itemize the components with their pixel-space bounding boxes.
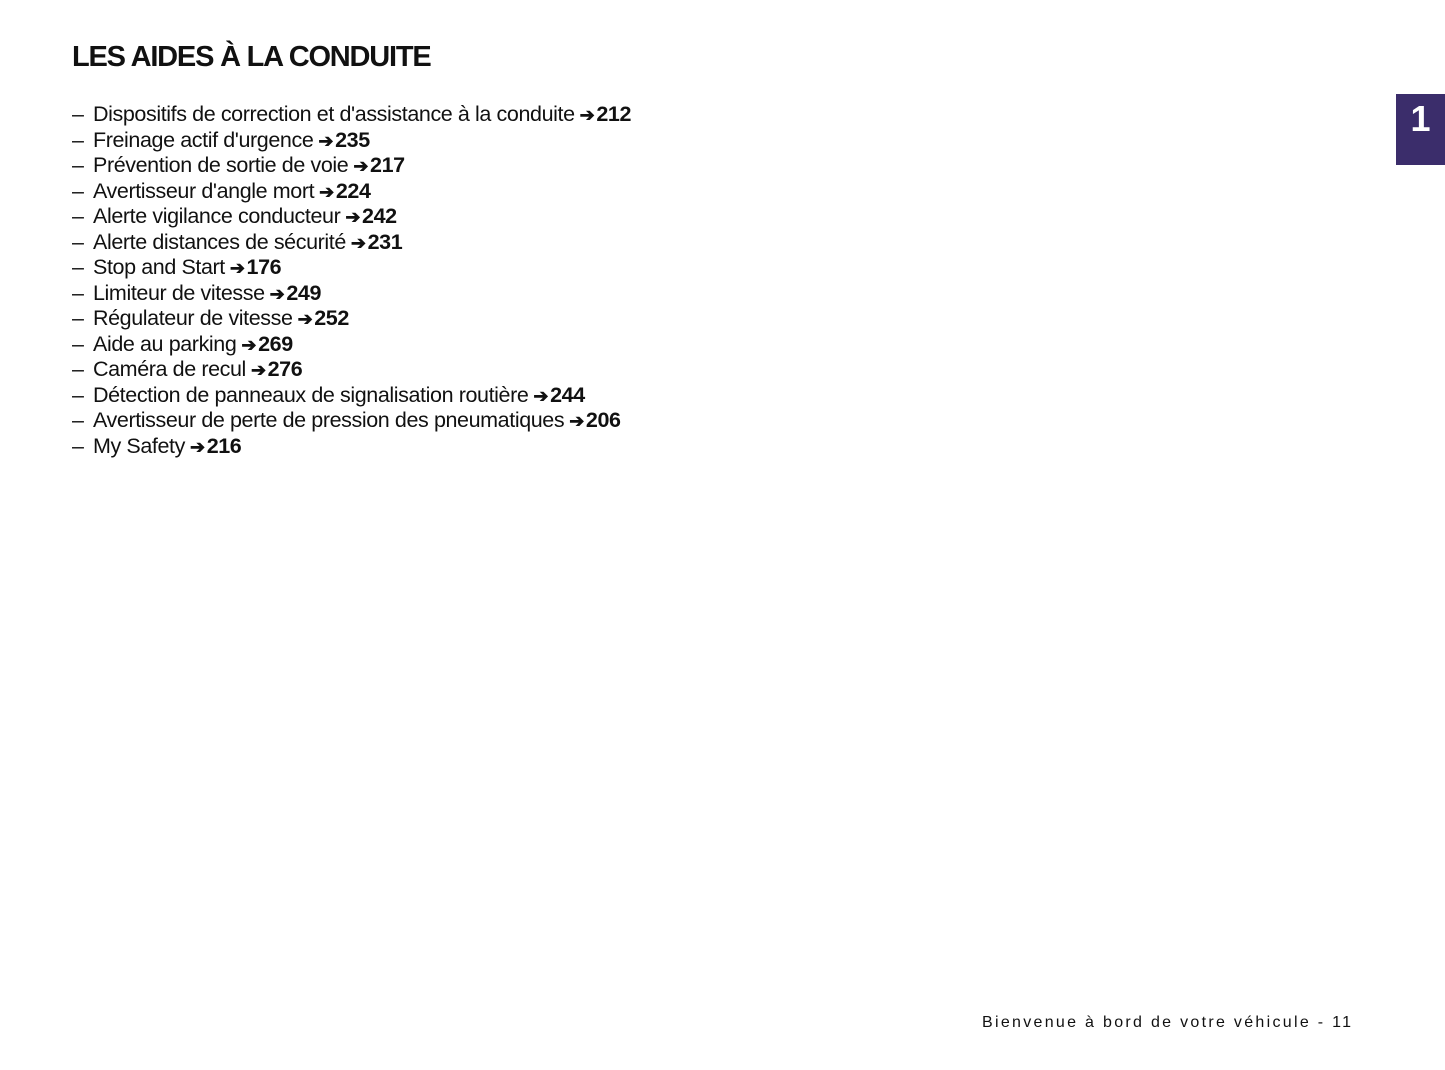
page-reference-link[interactable]: 252 <box>314 306 349 330</box>
page-reference-link[interactable]: 269 <box>258 331 293 356</box>
list-item <box>72 281 631 307</box>
list-item <box>72 128 631 154</box>
list-item <box>72 332 631 358</box>
chapter-tab[interactable]: 1 <box>1396 94 1445 165</box>
page-reference-link[interactable]: 216 <box>206 433 242 458</box>
driving-aids-list <box>72 102 631 459</box>
bullet-dash: – <box>72 433 84 458</box>
list-item <box>72 306 631 332</box>
arrow-right-icon: ➔ <box>269 283 285 304</box>
page-reference-link[interactable]: 244 <box>550 382 585 407</box>
page-reference-link[interactable]: 276 <box>267 357 303 381</box>
arrow-right-icon: ➔ <box>229 258 245 278</box>
arrow-right-icon: ➔ <box>297 309 313 329</box>
bullet-dash: – <box>72 255 84 279</box>
page-reference-link[interactable]: 212 <box>596 102 632 126</box>
item-label: Prévention de sortie de voie <box>93 153 349 177</box>
item-label: Détection de panneaux de signalisation routière <box>93 382 529 407</box>
list-item <box>72 153 631 179</box>
arrow-right-icon: ➔ <box>569 411 584 431</box>
item-label: Régulateur de vitesse <box>93 306 293 330</box>
arrow-right-icon: ➔ <box>353 156 369 176</box>
list-item <box>72 102 631 128</box>
item-label: Avertisseur d'angle mort <box>93 178 315 203</box>
page-reference-link[interactable]: 176 <box>246 255 282 279</box>
page-title: LES AIDES À LA CONDUITE <box>72 41 431 73</box>
bullet-dash: – <box>72 229 84 254</box>
arrow-right-icon: ➔ <box>318 130 334 151</box>
bullet-dash: – <box>72 306 84 330</box>
item-label: Avertisseur de perte de pression des pneumatiques <box>93 408 565 432</box>
page-reference-link[interactable]: 224 <box>335 178 371 203</box>
list-item <box>72 383 631 409</box>
list-item <box>72 255 631 281</box>
page-reference-link[interactable]: 249 <box>286 280 322 305</box>
list-item <box>72 357 631 383</box>
list-item <box>72 408 631 434</box>
arrow-right-icon: ➔ <box>250 360 266 380</box>
arrow-right-icon: ➔ <box>345 207 361 227</box>
item-label: Stop and Start <box>93 255 225 279</box>
list-item <box>72 204 631 230</box>
bullet-dash: – <box>72 331 84 356</box>
page-reference-link[interactable]: 231 <box>367 229 403 254</box>
item-label: My Safety <box>93 433 185 458</box>
item-label: Freinage actif d'urgence <box>93 127 314 152</box>
bullet-dash: – <box>72 127 84 152</box>
list-item <box>72 230 631 256</box>
page-reference-link[interactable]: 242 <box>362 204 397 228</box>
arrow-right-icon: ➔ <box>319 181 334 202</box>
bullet-dash: – <box>72 204 84 228</box>
item-label: Dispositifs de correction et d'assistance à la conduite <box>93 102 575 126</box>
page-footer: Bienvenue à bord de votre véhicule - 11 <box>982 1014 1354 1031</box>
item-label: Alerte vigilance conducteur <box>93 204 341 228</box>
item-label: Limiteur de vitesse <box>93 280 265 305</box>
page-reference-link[interactable]: 206 <box>585 408 621 432</box>
bullet-dash: – <box>72 280 84 305</box>
bullet-dash: – <box>72 408 84 432</box>
arrow-right-icon: ➔ <box>241 334 257 355</box>
bullet-dash: – <box>72 382 84 407</box>
arrow-right-icon: ➔ <box>533 385 549 406</box>
bullet-dash: – <box>72 178 84 203</box>
arrow-right-icon: ➔ <box>190 436 205 457</box>
item-label: Alerte distances de sécurité <box>93 229 346 254</box>
bullet-dash: – <box>72 153 84 177</box>
arrow-right-icon: ➔ <box>350 232 366 253</box>
page-reference-link[interactable]: 235 <box>335 127 370 152</box>
list-item <box>72 434 631 460</box>
bullet-dash: – <box>72 357 84 381</box>
item-label: Caméra de recul <box>93 357 246 381</box>
bullet-dash: – <box>72 102 84 126</box>
list-item <box>72 179 631 205</box>
arrow-right-icon: ➔ <box>579 105 595 125</box>
item-label: Aide au parking <box>93 331 237 356</box>
page-reference-link[interactable]: 217 <box>370 153 405 177</box>
